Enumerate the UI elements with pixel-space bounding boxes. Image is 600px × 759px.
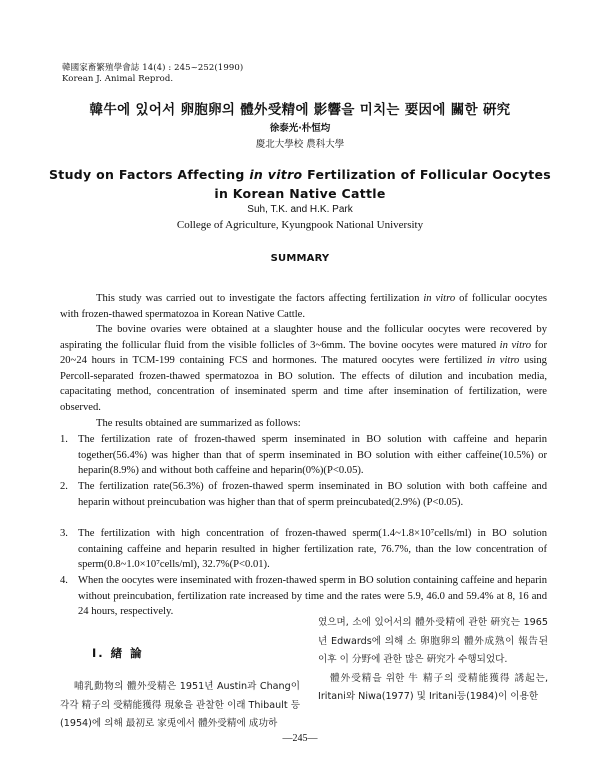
korean-title: 韓牛에 있어서 卵胞卵의 體外受精에 影響을 미치는 要因에 關한 硏究 bbox=[89, 102, 511, 118]
journal-citation: 韓國家畜繁殖學會誌 14(4) : 245~252(1990) bbox=[62, 63, 244, 73]
result-item-text: The fertilization with high concentration of frozen-thawed sperm(1.4~1.8×10⁷cells/ml) in BO solution containing caffeine and heparin resulted in higher fertilization rate, 76.7%, than the low concentration of sperm(0.8~1.0×10⁷cells/ml), 32.7%(P<0.01). bbox=[78, 528, 547, 571]
summary-p2-text-e: using Percoll-separated frozen-thawed spermatozoa in BO solution. The effects of dilution and incubation media, capacitating method, concentration of inseminated sperm and time after insemination of fertilization, were observed. bbox=[60, 355, 547, 413]
result-item-4 bbox=[60, 573, 547, 620]
korean-body-right-column bbox=[318, 614, 548, 707]
korean-body-right-paragraph-2: 體外受精을 위한 牛 精子의 受精能獲得 誘起는, Iritani와 Niwa(1977) 및 Iritani등(1984)이 이용한 bbox=[318, 672, 548, 702]
korean-affiliation: 慶北大學校 農科大學 bbox=[255, 139, 345, 150]
english-title bbox=[40, 165, 560, 203]
summary-heading: SUMMARY bbox=[270, 253, 330, 264]
result-item-text: The fertilization rate of frozen-thawed sperm inseminated in BO solution with caffeine and heparin together(56.4%) was higher than that of sperm inseminated in BO solution with either caffeine(10.5%) or heparin(8.9%) and without both caffeine and heparin(0%)(P<0.05). bbox=[78, 434, 547, 477]
summary-p2-text-c: for 20~24 hours in TCM-199 containing FCS and hormones. The matured oocytes were fertilized bbox=[60, 339, 547, 367]
summary-paragraph-2 bbox=[60, 322, 547, 416]
summary-p1-text-c: of follicular oocytes with frozen-thawed spermatozoa in Korean Native Cattle. bbox=[60, 293, 548, 320]
summary-p2-italic-1: in vitro bbox=[499, 339, 532, 351]
korean-body-right-paragraph-1: 였으며, 소에 있어서의 體外受精에 관한 硏究는 1965년 Edwards에 의해 소 卵胞卵의 體外成熟이 報告된 이후 이 分野에 관한 많은 硏究가 수행되었다. bbox=[318, 617, 548, 665]
english-title-part3: Fertilization of Follicular Oocytes in Korean Native Cattle bbox=[214, 167, 551, 201]
summary-paragraph-3: The results obtained are summarized as follows: bbox=[96, 418, 301, 429]
result-item-2 bbox=[60, 479, 547, 510]
result-item-number: 2. bbox=[60, 481, 68, 492]
english-authors: Suh, T.K. and H.K. Park bbox=[247, 204, 353, 215]
section-heading-introduction: Ⅰ. 緖 論 bbox=[92, 646, 144, 660]
summary-paragraph-1 bbox=[60, 291, 547, 322]
journal-reference bbox=[62, 63, 243, 85]
page-number: —245— bbox=[282, 733, 318, 744]
result-item-1 bbox=[60, 432, 547, 479]
result-item-3 bbox=[60, 526, 547, 573]
korean-authors: 徐泰光·朴恒均 bbox=[269, 123, 331, 134]
result-item-number: 4. bbox=[60, 575, 68, 586]
english-title-part1: Study on Factors Affecting bbox=[49, 167, 245, 182]
english-title-italic: in vitro bbox=[249, 167, 303, 182]
korean-body-left-column: 哺乳動物의 體外受精은 1951년 Austin과 Chang이 각각 精子의 受精能獲得 現象을 관찰한 이래 Thibault 등(1954)에 의해 最初로 家兎에서 體外受精에 成功하 bbox=[60, 681, 300, 729]
summary-p1-text-a: This study was carried out to investigate the factors affecting fertilization bbox=[96, 293, 420, 304]
result-item-text: The fertilization rate(56.3%) of frozen-thawed sperm inseminated in BO solution with both caffeine and heparin without preincubation was higher than that of sperm preincubated(2.9%) (P<0.05). bbox=[78, 481, 547, 508]
result-item-number: 3. bbox=[60, 528, 68, 539]
result-item-number: 1. bbox=[60, 434, 68, 445]
summary-p2-text-a: The bovine ovaries were obtained at a slaughter house and the follicular oocytes were recovered by aspirating the follicular fluid from the visible follicles of 3~6mm. The bovine oocytes were matured bbox=[60, 324, 547, 351]
journal-name: Korean J. Animal Reprod. bbox=[62, 74, 174, 84]
summary-p2-italic-2: in vitro bbox=[486, 355, 520, 367]
english-affiliation: College of Agriculture, Kyungpook National University bbox=[176, 219, 424, 231]
summary-p1-italic: in vitro bbox=[423, 293, 456, 304]
result-item-text: When the oocytes were inseminated with frozen-thawed sperm in BO solution containing caffeine and heparin without preincubation, fertilization rate increased by time and the rates were 5.9, 46.0 and 59.4% at 8, 16 and 24 hours, respectively. bbox=[78, 575, 547, 618]
